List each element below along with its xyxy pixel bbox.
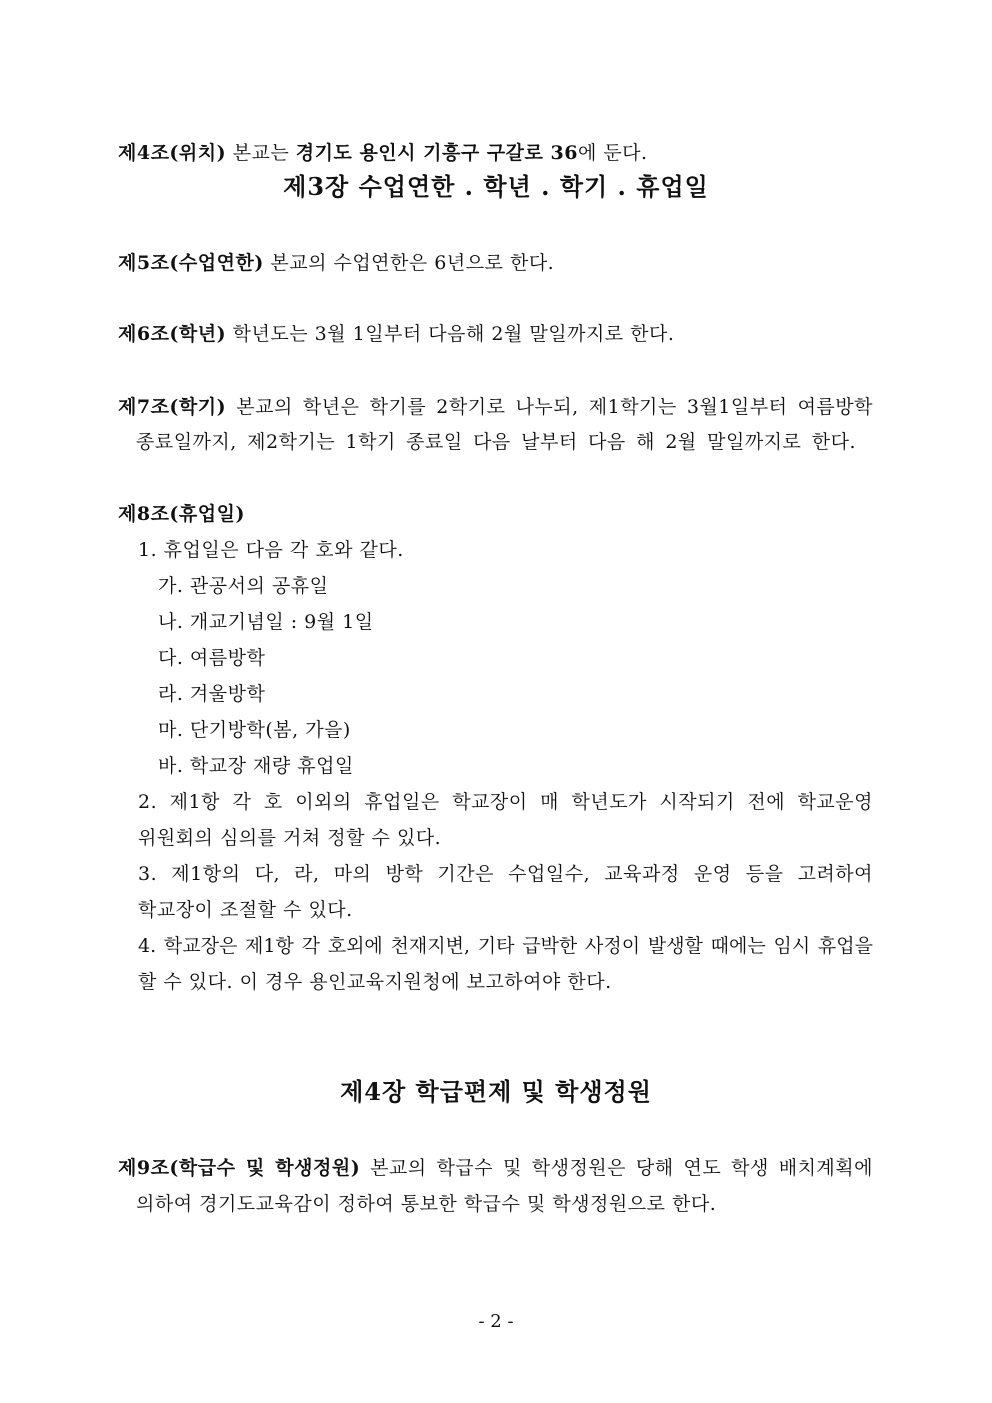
article-9-body-1: 본교의 학급수 및 학생정원은 당해 연도 학생 배치계획에 bbox=[360, 1157, 873, 1179]
article-8-sub-item: 다. 여름방학 bbox=[158, 647, 266, 669]
article-4-address: 경기도 용인시 기흥구 구갈로 36 bbox=[295, 142, 578, 164]
article-6-title: 제6조(학년) bbox=[118, 323, 227, 345]
chapter-4-heading: 제4장 학급편제 및 학생정원 bbox=[340, 1077, 652, 1106]
article-8-title: 제8조(휴업일) bbox=[118, 503, 245, 525]
article-6 bbox=[118, 320, 674, 348]
article-9-title: 제9조(학급수 및 학생정원) bbox=[118, 1157, 361, 1179]
article-8-sub-item: 가. 관공서의 공휴일 bbox=[158, 575, 329, 597]
article-4-body-end: 에 둔다. bbox=[577, 142, 648, 164]
page-number: - 2 - bbox=[478, 1311, 514, 1332]
article-8-sub-item: 바. 학교장 재량 휴업일 bbox=[158, 755, 354, 777]
article-8-sub-item: 마. 단기방학(봄, 가을) bbox=[158, 719, 351, 741]
article-8-item-4-line-1: 4. 학교장은 제1항 각 호외에 천재지변, 기타 급박한 사정이 발생할 때에는 임시 휴업을 bbox=[138, 935, 873, 957]
article-5-title: 제5조(수업연한) bbox=[118, 252, 264, 274]
article-6-body: 학년도는 3월 1일부터 다음해 2월 말일까지로 한다. bbox=[226, 323, 675, 345]
article-5-body: 본교의 수업연한은 6년으로 한다. bbox=[263, 252, 555, 274]
article-4 bbox=[118, 139, 648, 167]
article-8-sub-item: 나. 개교기념일 : 9월 1일 bbox=[158, 611, 374, 633]
article-4-title: 제4조(위치) bbox=[118, 142, 227, 164]
article-7-title: 제7조(학기) bbox=[118, 396, 227, 418]
article-8-item-2-line-1: 2. 제1항 각 호 이외의 휴업일은 학교장이 매 학년도가 시작되기 전에 학교운영 bbox=[138, 791, 873, 813]
article-7-body-1: 본교의 학년은 학기를 2학기로 나누되, 제1학기는 3월1일부터 여름방학 bbox=[226, 396, 873, 418]
article-8-item-4-line-2: 할 수 있다. 이 경우 용인교육지원청에 보고하여야 한다. bbox=[138, 971, 612, 993]
article-8-item-2-line-2: 위원회의 심의를 거쳐 정할 수 있다. bbox=[138, 827, 442, 849]
article-8-item-3-line-1: 3. 제1항의 다, 라, 마의 방학 기간은 수업일수, 교육과정 운영 등을 고려하여 bbox=[138, 863, 873, 885]
article-8-item-3-line-2: 학교장이 조절할 수 있다. bbox=[138, 899, 353, 921]
article-5 bbox=[118, 249, 554, 277]
article-8-sub-item: 라. 겨울방학 bbox=[158, 683, 266, 705]
article-8-item-1: 1. 휴업일은 다음 각 호와 같다. bbox=[138, 539, 404, 561]
article-9-line-1 bbox=[118, 1154, 873, 1182]
article-7-line-2: 종료일까지, 제2학기는 1학기 종료일 다음 날부터 다음 해 2월 말일까지로 한다. bbox=[136, 431, 856, 453]
article-4-body: 본교는 bbox=[226, 142, 296, 164]
article-9-line-2: 의하여 경기도교육감이 정하여 통보한 학급수 및 학생정원으로 한다. bbox=[136, 1193, 717, 1215]
article-7-line-1 bbox=[118, 393, 873, 421]
chapter-3-heading: 제3장 수업연한 . 학년 . 학기 . 휴업일 bbox=[283, 172, 709, 201]
